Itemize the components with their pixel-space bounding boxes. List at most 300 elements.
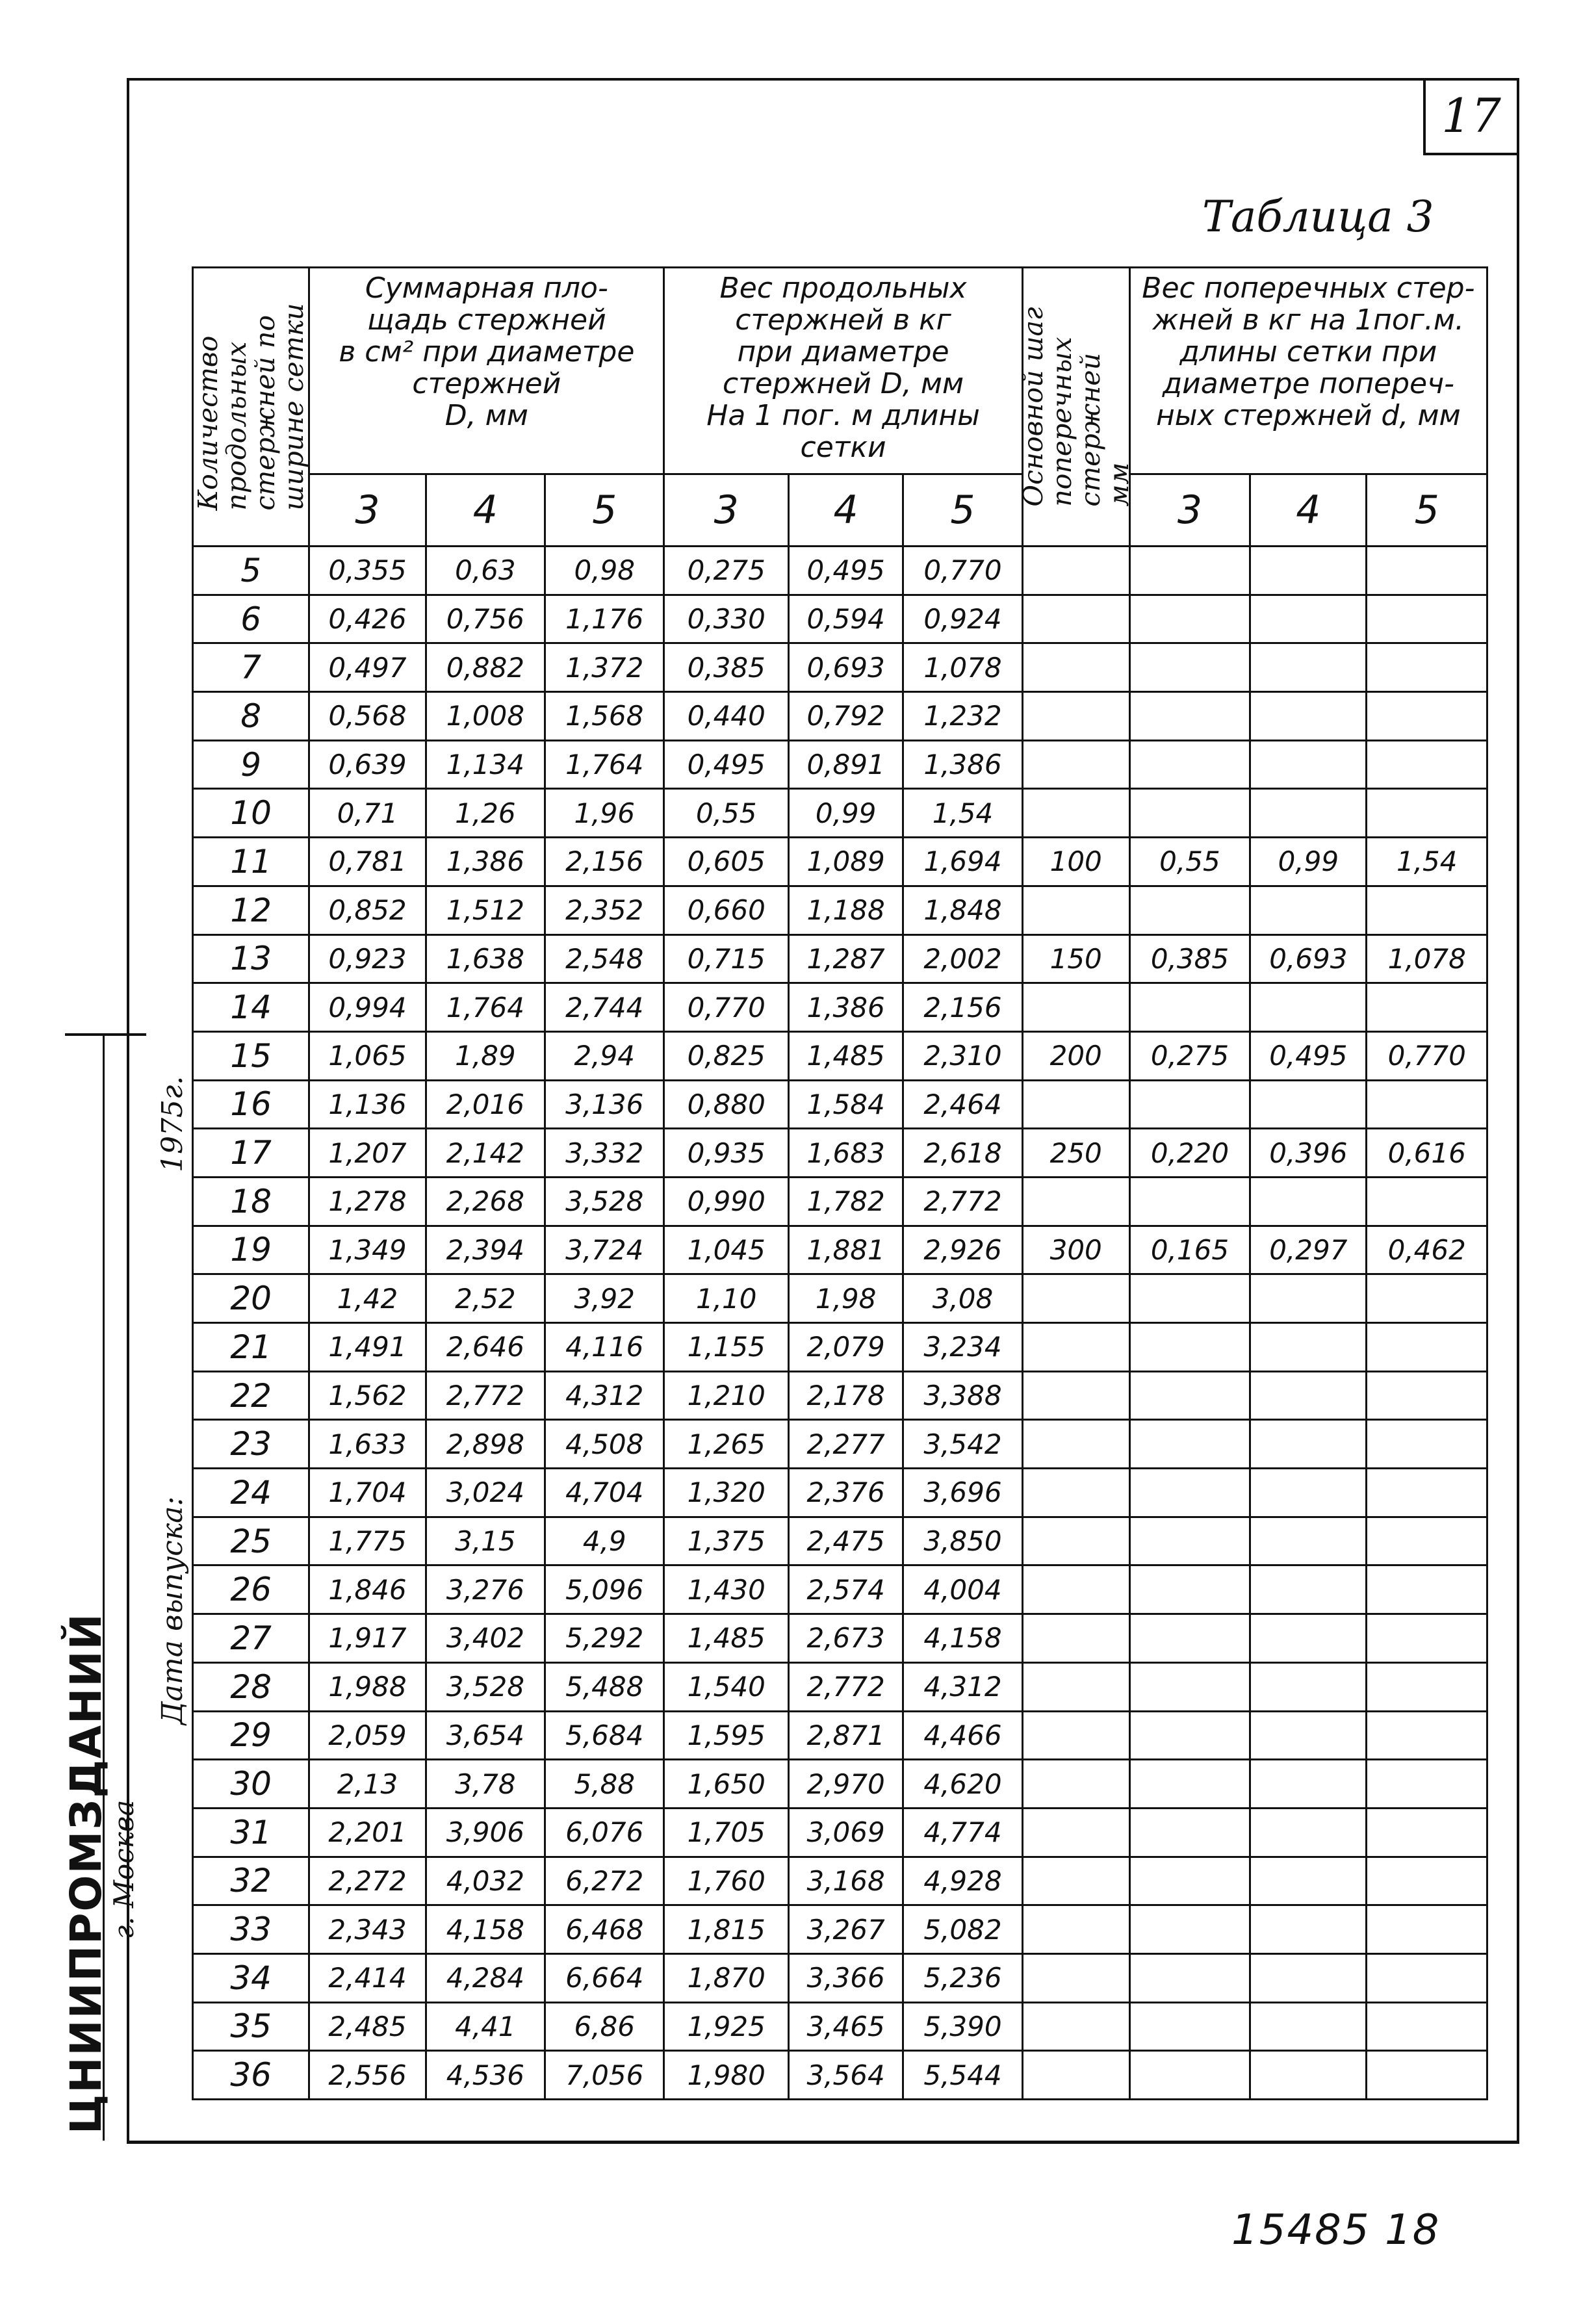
cell-a3: 1,633 — [309, 1420, 426, 1469]
diameter-header: 4 — [1250, 474, 1367, 547]
cell-t4 — [1250, 1274, 1367, 1323]
cell-a5: 3,724 — [545, 1226, 664, 1274]
cell-w3: 0,275 — [664, 547, 789, 595]
cell-step — [1022, 886, 1129, 934]
cell-a3: 1,065 — [309, 1031, 426, 1080]
cell-t5 — [1367, 1274, 1487, 1323]
cell-w5: 1,386 — [903, 740, 1022, 789]
cell-a4: 2,268 — [426, 1177, 545, 1226]
cell-t3 — [1129, 1517, 1250, 1565]
cell-t5 — [1367, 595, 1487, 643]
cell-a4: 3,906 — [426, 1808, 545, 1857]
cell-t3 — [1129, 983, 1250, 1032]
header-count-line: ширине сетки — [278, 303, 310, 511]
cell-a3: 0,781 — [309, 838, 426, 886]
table-row — [193, 1517, 1487, 1565]
cell-t3 — [1129, 740, 1250, 789]
cell-w3: 0,770 — [664, 983, 789, 1032]
cell-n: 26 — [193, 1565, 309, 1614]
cell-w4: 1,287 — [788, 934, 903, 983]
cell-w5: 5,390 — [903, 2002, 1022, 2051]
header-step-line: стержней — [1074, 352, 1106, 507]
cell-w5: 4,158 — [903, 1614, 1022, 1663]
cell-a3: 2,272 — [309, 1857, 426, 1905]
header-long-weight-line: Вес продольных — [719, 272, 967, 305]
stamp-org: ЦНИИПРОМЗДАНИЙ — [61, 1612, 111, 2134]
cell-step — [1022, 2002, 1129, 2051]
table-row — [193, 886, 1487, 934]
table-row — [193, 1857, 1487, 1905]
cell-w3: 0,440 — [664, 692, 789, 741]
diameter-row — [193, 474, 1487, 547]
cell-t5 — [1367, 1905, 1487, 1954]
cell-a3: 0,355 — [309, 547, 426, 595]
cell-a5: 6,468 — [545, 1905, 664, 1954]
cell-n: 35 — [193, 2002, 309, 2051]
cell-a5: 0,98 — [545, 547, 664, 595]
cell-t4 — [1250, 1177, 1367, 1226]
header-trans-weight-line: ных стержней d, мм — [1156, 399, 1461, 432]
cell-step — [1022, 1662, 1129, 1711]
cell-t3 — [1129, 1662, 1250, 1711]
cell-t4 — [1250, 1420, 1367, 1469]
cell-n: 15 — [193, 1031, 309, 1080]
cell-a4: 1,764 — [426, 983, 545, 1032]
header-area-line: в см² при диаметре — [339, 335, 635, 368]
cell-w3: 0,990 — [664, 1177, 789, 1226]
cell-a4: 2,772 — [426, 1371, 545, 1420]
cell-a5: 4,9 — [545, 1517, 664, 1565]
cell-w5: 2,618 — [903, 1129, 1022, 1178]
cell-w3: 1,375 — [664, 1517, 789, 1565]
cell-t3 — [1129, 1711, 1250, 1760]
cell-step — [1022, 1711, 1129, 1760]
cell-n: 21 — [193, 1323, 309, 1372]
cell-a5: 5,096 — [545, 1565, 664, 1614]
cell-t3 — [1129, 692, 1250, 741]
cell-a4: 4,032 — [426, 1857, 545, 1905]
cell-w5: 2,926 — [903, 1226, 1022, 1274]
cell-a5: 3,136 — [545, 1080, 664, 1129]
cell-w3: 1,870 — [664, 1953, 789, 2002]
cell-t4 — [1250, 1517, 1367, 1565]
table-row — [193, 1469, 1487, 1517]
cell-t5 — [1367, 886, 1487, 934]
cell-w4: 2,079 — [788, 1323, 903, 1372]
table-row — [193, 1565, 1487, 1614]
cell-w4: 2,277 — [788, 1420, 903, 1469]
header-long-weight-line: стержней D, мм — [722, 367, 964, 400]
cell-t3 — [1129, 1857, 1250, 1905]
cell-w5: 1,232 — [903, 692, 1022, 741]
cell-a4: 0,756 — [426, 595, 545, 643]
table-row — [193, 1420, 1487, 1469]
cell-t3 — [1129, 595, 1250, 643]
cell-t3 — [1129, 789, 1250, 838]
cell-a5: 4,704 — [545, 1469, 664, 1517]
cell-step — [1022, 1614, 1129, 1663]
table-row — [193, 1953, 1487, 2002]
cell-t5 — [1367, 740, 1487, 789]
cell-t4 — [1250, 547, 1367, 595]
cell-w4: 1,782 — [788, 1177, 903, 1226]
cell-a4: 4,41 — [426, 2002, 545, 2051]
diameter-header: 5 — [903, 474, 1022, 547]
cell-t4 — [1250, 1760, 1367, 1809]
bottom-code: 15485 18 — [1231, 2206, 1441, 2254]
cell-n: 27 — [193, 1614, 309, 1663]
cell-t3 — [1129, 1080, 1250, 1129]
cell-t3 — [1129, 1323, 1250, 1372]
cell-a4: 3,528 — [426, 1662, 545, 1711]
cell-t5 — [1367, 1177, 1487, 1226]
cell-t4 — [1250, 789, 1367, 838]
header-trans-weight — [1129, 268, 1487, 474]
cell-w5: 3,542 — [903, 1420, 1022, 1469]
cell-a3: 1,704 — [309, 1469, 426, 1517]
cell-w3: 1,815 — [664, 1905, 789, 1954]
cell-a5: 4,116 — [545, 1323, 664, 1372]
table-row — [193, 1371, 1487, 1420]
cell-n: 16 — [193, 1080, 309, 1129]
cell-t3 — [1129, 1420, 1250, 1469]
table-row — [193, 1031, 1487, 1080]
cell-a4: 3,402 — [426, 1614, 545, 1663]
cell-n: 17 — [193, 1129, 309, 1178]
header-area-line: D, мм — [444, 399, 528, 432]
header-step-line: поперечных — [1046, 337, 1077, 507]
cell-a3: 0,426 — [309, 595, 426, 643]
cell-step — [1022, 643, 1129, 692]
header-trans-weight-line: Вес поперечных стер- — [1142, 272, 1475, 305]
cell-step — [1022, 547, 1129, 595]
cell-n: 18 — [193, 1177, 309, 1226]
cell-a5: 2,352 — [545, 886, 664, 934]
table-row — [193, 2051, 1487, 2100]
table-row — [193, 934, 1487, 983]
header-area — [309, 268, 664, 474]
cell-w3: 0,825 — [664, 1031, 789, 1080]
cell-a5: 1,96 — [545, 789, 664, 838]
table-row — [193, 1080, 1487, 1129]
cell-step — [1022, 1808, 1129, 1857]
cell-t3 — [1129, 1274, 1250, 1323]
cell-w5: 2,002 — [903, 934, 1022, 983]
cell-w5: 4,312 — [903, 1662, 1022, 1711]
cell-n: 5 — [193, 547, 309, 595]
header-long-weight-line: стержней в кг — [735, 303, 951, 337]
cell-t4: 0,99 — [1250, 838, 1367, 886]
cell-w5: 1,848 — [903, 886, 1022, 934]
cell-a5: 6,076 — [545, 1808, 664, 1857]
cell-w4: 3,069 — [788, 1808, 903, 1857]
cell-a4: 2,898 — [426, 1420, 545, 1469]
cell-n: 14 — [193, 983, 309, 1032]
cell-t4 — [1250, 1857, 1367, 1905]
cell-a3: 1,562 — [309, 1371, 426, 1420]
cell-a4: 1,638 — [426, 934, 545, 983]
table-row — [193, 1808, 1487, 1857]
cell-n: 8 — [193, 692, 309, 741]
header-count-line: стержней по — [250, 315, 281, 511]
cell-a5: 4,508 — [545, 1420, 664, 1469]
cell-t3: 0,275 — [1129, 1031, 1250, 1080]
cell-w4: 0,891 — [788, 740, 903, 789]
cell-t5: 0,462 — [1367, 1226, 1487, 1274]
cell-w5: 0,770 — [903, 547, 1022, 595]
cell-a5: 7,056 — [545, 2051, 664, 2100]
cell-t3 — [1129, 1469, 1250, 1517]
cell-a5: 5,488 — [545, 1662, 664, 1711]
cell-a5: 1,372 — [545, 643, 664, 692]
cell-w4: 3,366 — [788, 1953, 903, 2002]
cell-w5: 3,850 — [903, 1517, 1022, 1565]
cell-step — [1022, 1323, 1129, 1372]
cell-n: 30 — [193, 1760, 309, 1809]
cell-t4 — [1250, 1662, 1367, 1711]
cell-w4: 1,98 — [788, 1274, 903, 1323]
header-long-weight-line: при диаметре — [737, 335, 949, 368]
cell-t5 — [1367, 2002, 1487, 2051]
cell-n: 32 — [193, 1857, 309, 1905]
cell-w5: 3,234 — [903, 1323, 1022, 1372]
cell-a5: 3,528 — [545, 1177, 664, 1226]
cell-a4: 3,654 — [426, 1711, 545, 1760]
cell-n: 6 — [193, 595, 309, 643]
cell-step — [1022, 2051, 1129, 2100]
cell-w3: 1,045 — [664, 1226, 789, 1274]
cell-w3: 0,385 — [664, 643, 789, 692]
table-row — [193, 1177, 1487, 1226]
header-step — [1017, 268, 1135, 547]
cell-a3: 2,485 — [309, 2002, 426, 2051]
table-row — [193, 1711, 1487, 1760]
cell-w3: 0,330 — [664, 595, 789, 643]
cell-t5 — [1367, 1080, 1487, 1129]
cell-t3 — [1129, 1614, 1250, 1663]
cell-a5: 2,548 — [545, 934, 664, 983]
side-stamp — [61, 1033, 189, 2141]
table-row — [193, 595, 1487, 643]
cell-w4: 1,584 — [788, 1080, 903, 1129]
cell-w3: 1,265 — [664, 1420, 789, 1469]
cell-a4: 0,63 — [426, 547, 545, 595]
cell-t5: 0,770 — [1367, 1031, 1487, 1080]
cell-a5: 5,292 — [545, 1614, 664, 1663]
cell-step: 200 — [1022, 1031, 1129, 1080]
cell-a4: 4,536 — [426, 2051, 545, 2100]
table-row — [193, 1323, 1487, 1372]
cell-t5 — [1367, 2051, 1487, 2100]
cell-t4 — [1250, 2051, 1367, 2100]
header-long-weight — [664, 268, 1022, 474]
cell-step — [1022, 983, 1129, 1032]
cell-a3: 0,923 — [309, 934, 426, 983]
diameter-header: 5 — [1367, 474, 1487, 547]
cell-a3: 2,343 — [309, 1905, 426, 1954]
cell-w4: 2,871 — [788, 1711, 903, 1760]
cell-a3: 0,497 — [309, 643, 426, 692]
cell-w3: 1,595 — [664, 1711, 789, 1760]
cell-t3 — [1129, 1371, 1250, 1420]
cell-t3 — [1129, 643, 1250, 692]
cell-t4 — [1250, 1323, 1367, 1372]
cell-w3: 1,485 — [664, 1614, 789, 1663]
cell-w3: 0,880 — [664, 1080, 789, 1129]
cell-a3: 1,42 — [309, 1274, 426, 1323]
cell-t5 — [1367, 1371, 1487, 1420]
cell-w4: 2,178 — [788, 1371, 903, 1420]
cell-a4: 1,386 — [426, 838, 545, 886]
reinforcement-table — [192, 266, 1488, 2100]
cell-t5 — [1367, 547, 1487, 595]
cell-t3: 0,220 — [1129, 1129, 1250, 1178]
cell-step — [1022, 789, 1129, 838]
cell-a5: 2,156 — [545, 838, 664, 886]
cell-t5 — [1367, 1857, 1487, 1905]
cell-w5: 4,774 — [903, 1808, 1022, 1857]
cell-t3 — [1129, 1565, 1250, 1614]
cell-n: 24 — [193, 1469, 309, 1517]
cell-n: 19 — [193, 1226, 309, 1274]
cell-step — [1022, 1274, 1129, 1323]
cell-a5: 5,88 — [545, 1760, 664, 1809]
cell-w3: 1,980 — [664, 2051, 789, 2100]
table-row — [193, 1226, 1487, 1274]
cell-step — [1022, 595, 1129, 643]
diameter-header: 3 — [1129, 474, 1250, 547]
table-row — [193, 838, 1487, 886]
cell-t4 — [1250, 1808, 1367, 1857]
cell-w5: 4,928 — [903, 1857, 1022, 1905]
cell-w3: 1,210 — [664, 1371, 789, 1420]
diameter-header: 4 — [788, 474, 903, 547]
cell-a3: 1,775 — [309, 1517, 426, 1565]
cell-step — [1022, 1469, 1129, 1517]
table-row — [193, 1905, 1487, 1954]
cell-w3: 0,55 — [664, 789, 789, 838]
cell-t4: 0,396 — [1250, 1129, 1367, 1178]
cell-w4: 0,693 — [788, 643, 903, 692]
table-body — [193, 547, 1487, 2100]
cell-w4: 3,564 — [788, 2051, 903, 2100]
page-number: 17 — [1423, 78, 1517, 155]
table-row — [193, 1614, 1487, 1663]
cell-a5: 6,664 — [545, 1953, 664, 2002]
cell-t5: 0,616 — [1367, 1129, 1487, 1178]
cell-t3: 0,385 — [1129, 934, 1250, 983]
stamp-year: 1975г. — [156, 1075, 189, 1172]
cell-w3: 1,430 — [664, 1565, 789, 1614]
cell-a4: 1,512 — [426, 886, 545, 934]
cell-a3: 1,136 — [309, 1080, 426, 1129]
cell-w3: 1,155 — [664, 1323, 789, 1372]
diameter-header: 3 — [664, 474, 789, 547]
table-row — [193, 692, 1487, 741]
cell-a4: 4,284 — [426, 1953, 545, 2002]
cell-step — [1022, 1420, 1129, 1469]
cell-w5: 5,544 — [903, 2051, 1022, 2100]
cell-step — [1022, 1760, 1129, 1809]
cell-t5 — [1367, 1953, 1487, 2002]
cell-t4 — [1250, 1371, 1367, 1420]
cell-a5: 4,312 — [545, 1371, 664, 1420]
cell-t3 — [1129, 547, 1250, 595]
cell-n: 34 — [193, 1953, 309, 2002]
header-step-line: Основной шаг — [1017, 307, 1049, 507]
cell-a4: 1,26 — [426, 789, 545, 838]
diameter-header: 5 — [545, 474, 664, 547]
cell-w3: 1,540 — [664, 1662, 789, 1711]
cell-n: 9 — [193, 740, 309, 789]
cell-t4: 0,693 — [1250, 934, 1367, 983]
cell-w3: 0,605 — [664, 838, 789, 886]
cell-n: 29 — [193, 1711, 309, 1760]
cell-a4: 3,276 — [426, 1565, 545, 1614]
cell-a5: 6,86 — [545, 2002, 664, 2051]
cell-w3: 1,760 — [664, 1857, 789, 1905]
header-step-line: мм — [1103, 462, 1135, 507]
cell-t4 — [1250, 1565, 1367, 1614]
cell-a5: 1,764 — [545, 740, 664, 789]
cell-a4: 2,016 — [426, 1080, 545, 1129]
cell-step: 100 — [1022, 838, 1129, 886]
cell-step — [1022, 1565, 1129, 1614]
cell-w3: 1,650 — [664, 1760, 789, 1809]
cell-t4 — [1250, 1953, 1367, 2002]
table-row — [193, 1274, 1487, 1323]
cell-a3: 1,846 — [309, 1565, 426, 1614]
cell-n: 20 — [193, 1274, 309, 1323]
cell-n: 12 — [193, 886, 309, 934]
cell-t4 — [1250, 1614, 1367, 1663]
header-trans-weight-line: диаметре попереч- — [1162, 367, 1454, 400]
cell-step — [1022, 1371, 1129, 1420]
cell-step — [1022, 740, 1129, 789]
cell-w4: 2,376 — [788, 1469, 903, 1517]
cell-w5: 3,08 — [903, 1274, 1022, 1323]
table-row — [193, 1760, 1487, 1809]
cell-t5 — [1367, 983, 1487, 1032]
cell-t3 — [1129, 1905, 1250, 1954]
table-row — [193, 1662, 1487, 1711]
cell-w4: 1,188 — [788, 886, 903, 934]
cell-step: 250 — [1022, 1129, 1129, 1178]
cell-step: 300 — [1022, 1226, 1129, 1274]
header-count — [193, 268, 309, 547]
cell-a4: 2,646 — [426, 1323, 545, 1372]
cell-t3 — [1129, 1177, 1250, 1226]
cell-w3: 1,705 — [664, 1808, 789, 1857]
cell-t5 — [1367, 1614, 1487, 1663]
cell-n: 7 — [193, 643, 309, 692]
cell-w5: 5,236 — [903, 1953, 1022, 2002]
cell-a4: 1,008 — [426, 692, 545, 741]
cell-t4 — [1250, 2002, 1367, 2051]
cell-a3: 0,639 — [309, 740, 426, 789]
cell-n: 28 — [193, 1662, 309, 1711]
cell-w4: 3,465 — [788, 2002, 903, 2051]
cell-a3: 1,278 — [309, 1177, 426, 1226]
cell-a5: 1,176 — [545, 595, 664, 643]
cell-w3: 0,660 — [664, 886, 789, 934]
cell-t5 — [1367, 643, 1487, 692]
table-row — [193, 643, 1487, 692]
table-row — [193, 789, 1487, 838]
cell-t3 — [1129, 2051, 1250, 2100]
table-row — [193, 2002, 1487, 2051]
cell-t4 — [1250, 983, 1367, 1032]
